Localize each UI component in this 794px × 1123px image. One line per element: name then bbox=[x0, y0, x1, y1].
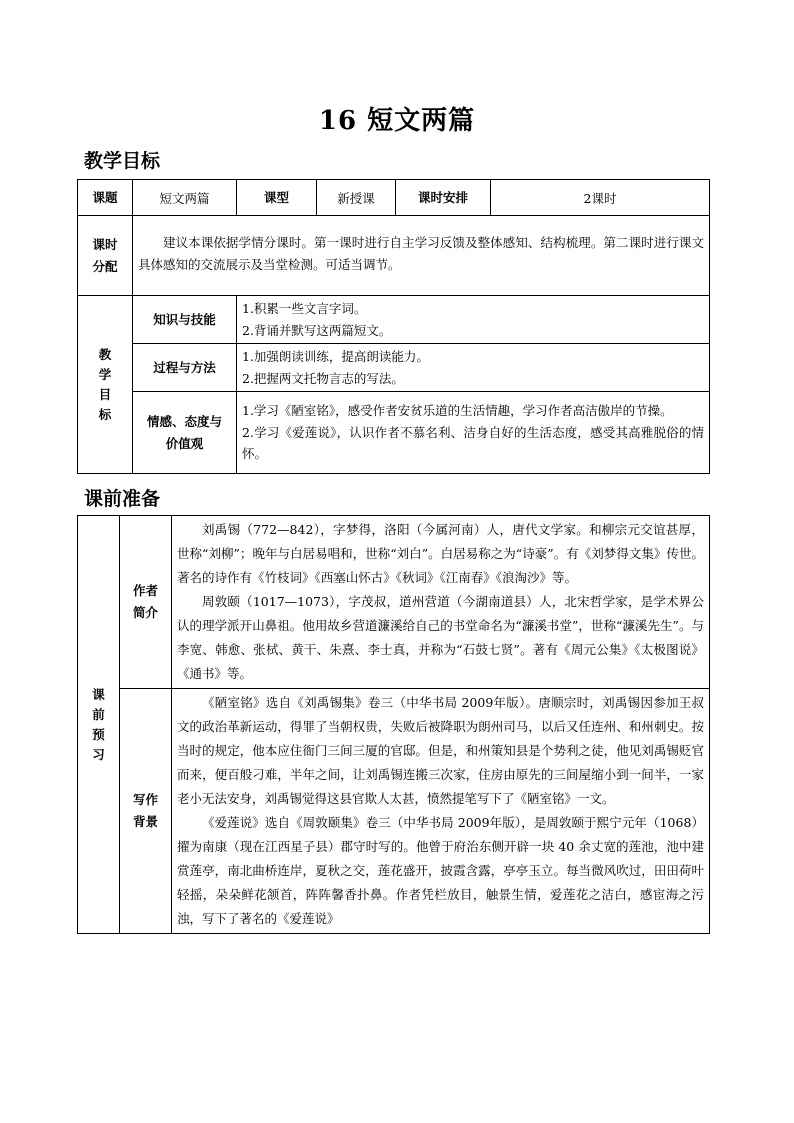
background-paragraph: 《爱莲说》选自《周敦颐集》卷三（中华书局 2009年版），是周敦颐于熙宁元年（1068）擢为南康（现在江西星子县）郡守时写的。他曾于府治东侧开辟一块 40 余丈宽的莲池，池中建赏莲亭，南北曲桥连岸，夏秋之交，莲花盛开，披霞含露，亭亭玉立。每当微风吹过，田田荷叶轻摇，朵朵鲜花颔首，阵阵馨香扑鼻。作者凭栏放目，触景生情，爱莲花之洁白，感宦海之污浊，写下了著名的《爱莲说》 bbox=[177, 815, 704, 926]
background-label-line1: 写作 bbox=[132, 792, 158, 807]
emotion-label-line1: 情感、态度与 bbox=[146, 413, 222, 429]
author-paragraph: 周敦颐（1017—1073），字茂叔，道州营道（今湖南道县）人，北宋哲学家，是学术界公认的理学派开山鼻祖。他用故乡营道濂溪给自己的书堂命名为“濂溪书堂”，世称“濂溪先生”。与李宽、韩愈、张栻、黄干、朱熹、李士真，并称为“石鼓七贤”。著有《周元公集》《太极图说》《通书》等。 bbox=[177, 594, 704, 681]
prep-label-char: 预 bbox=[92, 726, 105, 742]
type-value: 新授课 bbox=[317, 180, 396, 216]
process-items bbox=[237, 344, 710, 392]
prep-label-char: 习 bbox=[92, 746, 105, 762]
objectives-label-char: 目 bbox=[98, 386, 112, 402]
author-label bbox=[120, 516, 172, 689]
topic-label: 课题 bbox=[78, 180, 133, 216]
knowledge-items bbox=[237, 296, 710, 344]
author-label-line1: 作者 bbox=[132, 583, 158, 598]
schedule-value: 2课时 bbox=[491, 180, 710, 216]
knowledge-item: 1.积累一些文言字词。 bbox=[242, 301, 367, 316]
schedule-label: 课时安排 bbox=[396, 180, 491, 216]
background-label bbox=[120, 689, 172, 934]
objectives-label-char: 学 bbox=[98, 366, 112, 382]
objectives-label-char: 教 bbox=[98, 346, 112, 362]
process-item: 1.加强朗读训练，提高朗读能力。 bbox=[242, 349, 429, 364]
emotion-item: 1.学习《陋室铭》，感受作者安贫乐道的生活情趣，学习作者高洁傲岸的节操。 bbox=[242, 403, 673, 419]
topic-value: 短文两篇 bbox=[133, 180, 237, 216]
emotion-label bbox=[133, 392, 237, 474]
type-label: 课型 bbox=[237, 180, 317, 216]
section-heading-prep: 课前准备 bbox=[84, 488, 161, 510]
process-item: 2.把握两文托物言志的写法。 bbox=[242, 370, 404, 386]
emotion-label-line2: 价值观 bbox=[165, 435, 204, 451]
author-label-line2: 简介 bbox=[132, 605, 158, 620]
allocation-label-line2: 分配 bbox=[92, 258, 118, 274]
prep-label-char: 课 bbox=[92, 686, 105, 702]
emotion-items bbox=[237, 392, 710, 474]
allocation-label bbox=[78, 216, 133, 296]
background-paragraph: 《陋室铭》选自《刘禹锡集》卷三（中华书局 2009年版）。唐顺宗时，刘禹锡因参加王叔文的政治革新运动，得罪了当朝权贵，失败后被降职为朗州司马，以后又任连州、和州刺史。按当时的规定，他本应住衙门三间三厦的官邸。但是，和州策知县是个势利之徒，他见刘禹锡贬官而来，便百般刁难，半年之间，让刘禹锡连搬三次家，住房由原先的三间屋缩小到一间半，一家老小无法安身，刘禹锡觉得这县官欺人太甚，愤然提笔写下了《陋室铭》一文。 bbox=[177, 695, 704, 806]
allocation-text: 建议本课依据学情分课时。第一课时进行自主学习反馈及整体感知、结构梳理。第二课时进行课文具体感知的交流展示及当堂检测。可适当调节。 bbox=[133, 216, 710, 296]
allocation-label-line1: 课时 bbox=[92, 236, 118, 252]
prep-label bbox=[78, 516, 120, 934]
author-paragraph: 刘禹锡（772—842），字梦得，洛阳（今属河南）人，唐代文学家。和柳宗元交谊甚厚，世称“刘柳”；晚年与白居易唱和，世称“刘白”。白居易称之为“诗豪”。有《刘梦得文集》传世。著名的诗作有《竹枝词》《西塞山怀古》《秋词》《江南春》《浪淘沙》等。 bbox=[177, 522, 704, 585]
prep-table bbox=[77, 515, 710, 934]
background-label-line2: 背景 bbox=[132, 814, 158, 829]
author-intro bbox=[172, 516, 710, 689]
emotion-item: 2.学习《爱莲说》，认识作者不慕名利、洁身自好的生活态度，感受其高雅脱俗的情怀。 bbox=[242, 424, 705, 462]
prep-label-char: 前 bbox=[92, 706, 105, 722]
objectives-label-char: 标 bbox=[98, 406, 112, 422]
background-text bbox=[172, 689, 710, 934]
page-title: 16 短文两篇 bbox=[318, 106, 476, 136]
goals-table bbox=[77, 179, 710, 474]
objectives-label bbox=[78, 296, 133, 474]
knowledge-label: 知识与技能 bbox=[133, 296, 237, 344]
section-heading-goals: 教学目标 bbox=[84, 150, 161, 172]
knowledge-item: 2.背诵并默写这两篇短文。 bbox=[242, 322, 392, 338]
process-label: 过程与方法 bbox=[133, 344, 237, 392]
